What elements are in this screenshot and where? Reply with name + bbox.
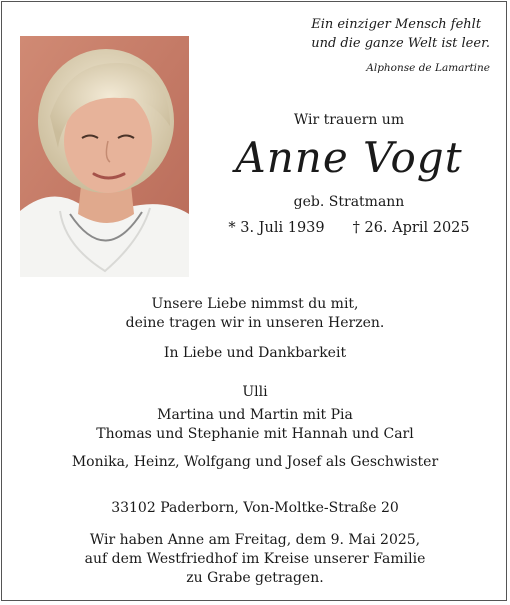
- burial-line-1: Wir haben Anne am Freitag, dem 9. Mai 2025,: [89, 532, 421, 548]
- love-verse: [2, 295, 508, 333]
- mourning-intro: Wir trauern um: [293, 112, 405, 128]
- deceased-name: Anne Vogt: [235, 133, 463, 182]
- quote-line-1: Ein einziger Mensch fehlt: [311, 17, 482, 32]
- portrait-image: [20, 36, 189, 277]
- birth-date: * 3. Juli 1939: [228, 220, 325, 236]
- family-line-2: Martina und Martin mit Pia: [157, 407, 353, 423]
- death-date: † 26. April 2025: [352, 220, 470, 236]
- family-line-3: Thomas und Stephanie mit Hannah und Carl: [96, 426, 414, 442]
- gratitude-line: In Liebe und Dankbarkeit: [163, 345, 347, 361]
- burial-line-2: auf dem Westfriedhof im Kreise unserer Familie: [84, 551, 426, 567]
- quote-line-2: und die ganze Welt ist leer.: [311, 36, 490, 51]
- quote: [311, 15, 490, 53]
- love-line-2: deine tragen wir in unseren Herzen.: [125, 315, 385, 331]
- life-dates: [192, 220, 506, 236]
- burial-notice: [2, 531, 508, 588]
- quote-author: Alphonse de Lamartine: [366, 62, 490, 74]
- love-line-1: Unsere Liebe nimmst du mit,: [151, 296, 359, 312]
- birth-name: geb. Stratmann: [293, 194, 405, 210]
- siblings-line: Monika, Heinz, Wolfgang und Josef als Geschwister: [71, 454, 439, 470]
- address-line: 33102 Paderborn, Von-Moltke-Straße 20: [111, 500, 399, 516]
- burial-line-3: zu Grabe getragen.: [186, 570, 324, 586]
- family-line-1: Ulli: [242, 384, 268, 400]
- obituary-notice: [1, 1, 507, 601]
- family-lines: [2, 406, 508, 444]
- portrait-photo: [20, 36, 189, 277]
